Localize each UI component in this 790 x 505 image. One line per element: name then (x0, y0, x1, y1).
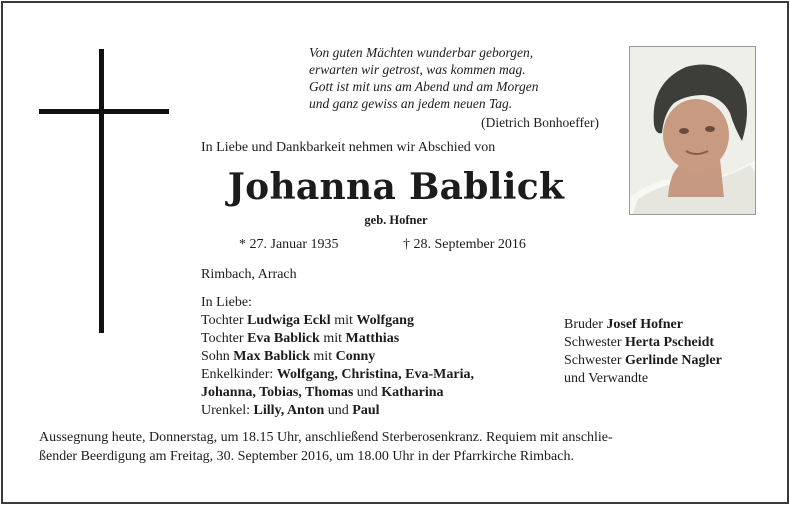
family-line: Urenkel: Lilly, Anton und Paul (201, 403, 380, 418)
quote-line: erwarten wir getrost, was kommen mag. (309, 62, 526, 77)
funeral-line: ßender Beerdigung am Freitag, 30. September 2016, um 18.00 Uhr in der Pfarrkirche Rimbach. (39, 449, 574, 464)
death-notice (1, 1, 789, 504)
funeral-details (39, 428, 759, 466)
family-line: Johanna, Tobias, Thomas und Katharina (201, 385, 444, 400)
deceased-name: Johanna Bablick (227, 166, 565, 208)
quote-line: und ganz gewiss an jedem neuen Tag. (309, 96, 513, 111)
quote-line: Von guten Mächten wunderbar geborgen, (309, 45, 534, 60)
family-line: Sohn Max Bablick mit Conny (201, 349, 376, 364)
family-line: Tochter Eva Bablick mit Matthias (201, 331, 400, 346)
quote (309, 44, 599, 131)
funeral-line: Aussegnung heute, Donnerstag, um 18.15 Uhr, anschließend Sterberosenkranz. Requiem mit anschlie- (39, 430, 613, 445)
relative-line: Schwester Herta Pscheidt (564, 335, 715, 350)
relative-line: Schwester Gerlinde Nagler (564, 353, 722, 368)
portrait-photo (629, 46, 756, 215)
family-heading: In Liebe: (201, 295, 252, 310)
family-line: Tochter Ludwiga Eckl mit Wolfgang (201, 313, 414, 328)
farewell-intro: In Liebe und Dankbarkeit nehmen wir Abschied von (201, 140, 496, 155)
birth-name: geb. Hofner (364, 213, 428, 227)
birth-date: * 27. Januar 1935 (239, 237, 339, 252)
relative-line: Bruder Josef Hofner (564, 317, 683, 332)
death-date: † 28. September 2016 (403, 237, 526, 252)
relatives-list (564, 316, 722, 388)
quote-line: Gott ist mit uns am Abend und am Morgen (309, 79, 539, 94)
family-list (201, 294, 474, 420)
family-line: Enkelkinder: Wolfgang, Christina, Eva-Maria, (201, 367, 474, 382)
cross-icon (39, 49, 169, 333)
quote-attribution: (Dietrich Bonhoeffer) (481, 115, 599, 130)
relative-line: und Verwandte (564, 371, 649, 386)
hometown: Rimbach, Arrach (201, 267, 297, 282)
